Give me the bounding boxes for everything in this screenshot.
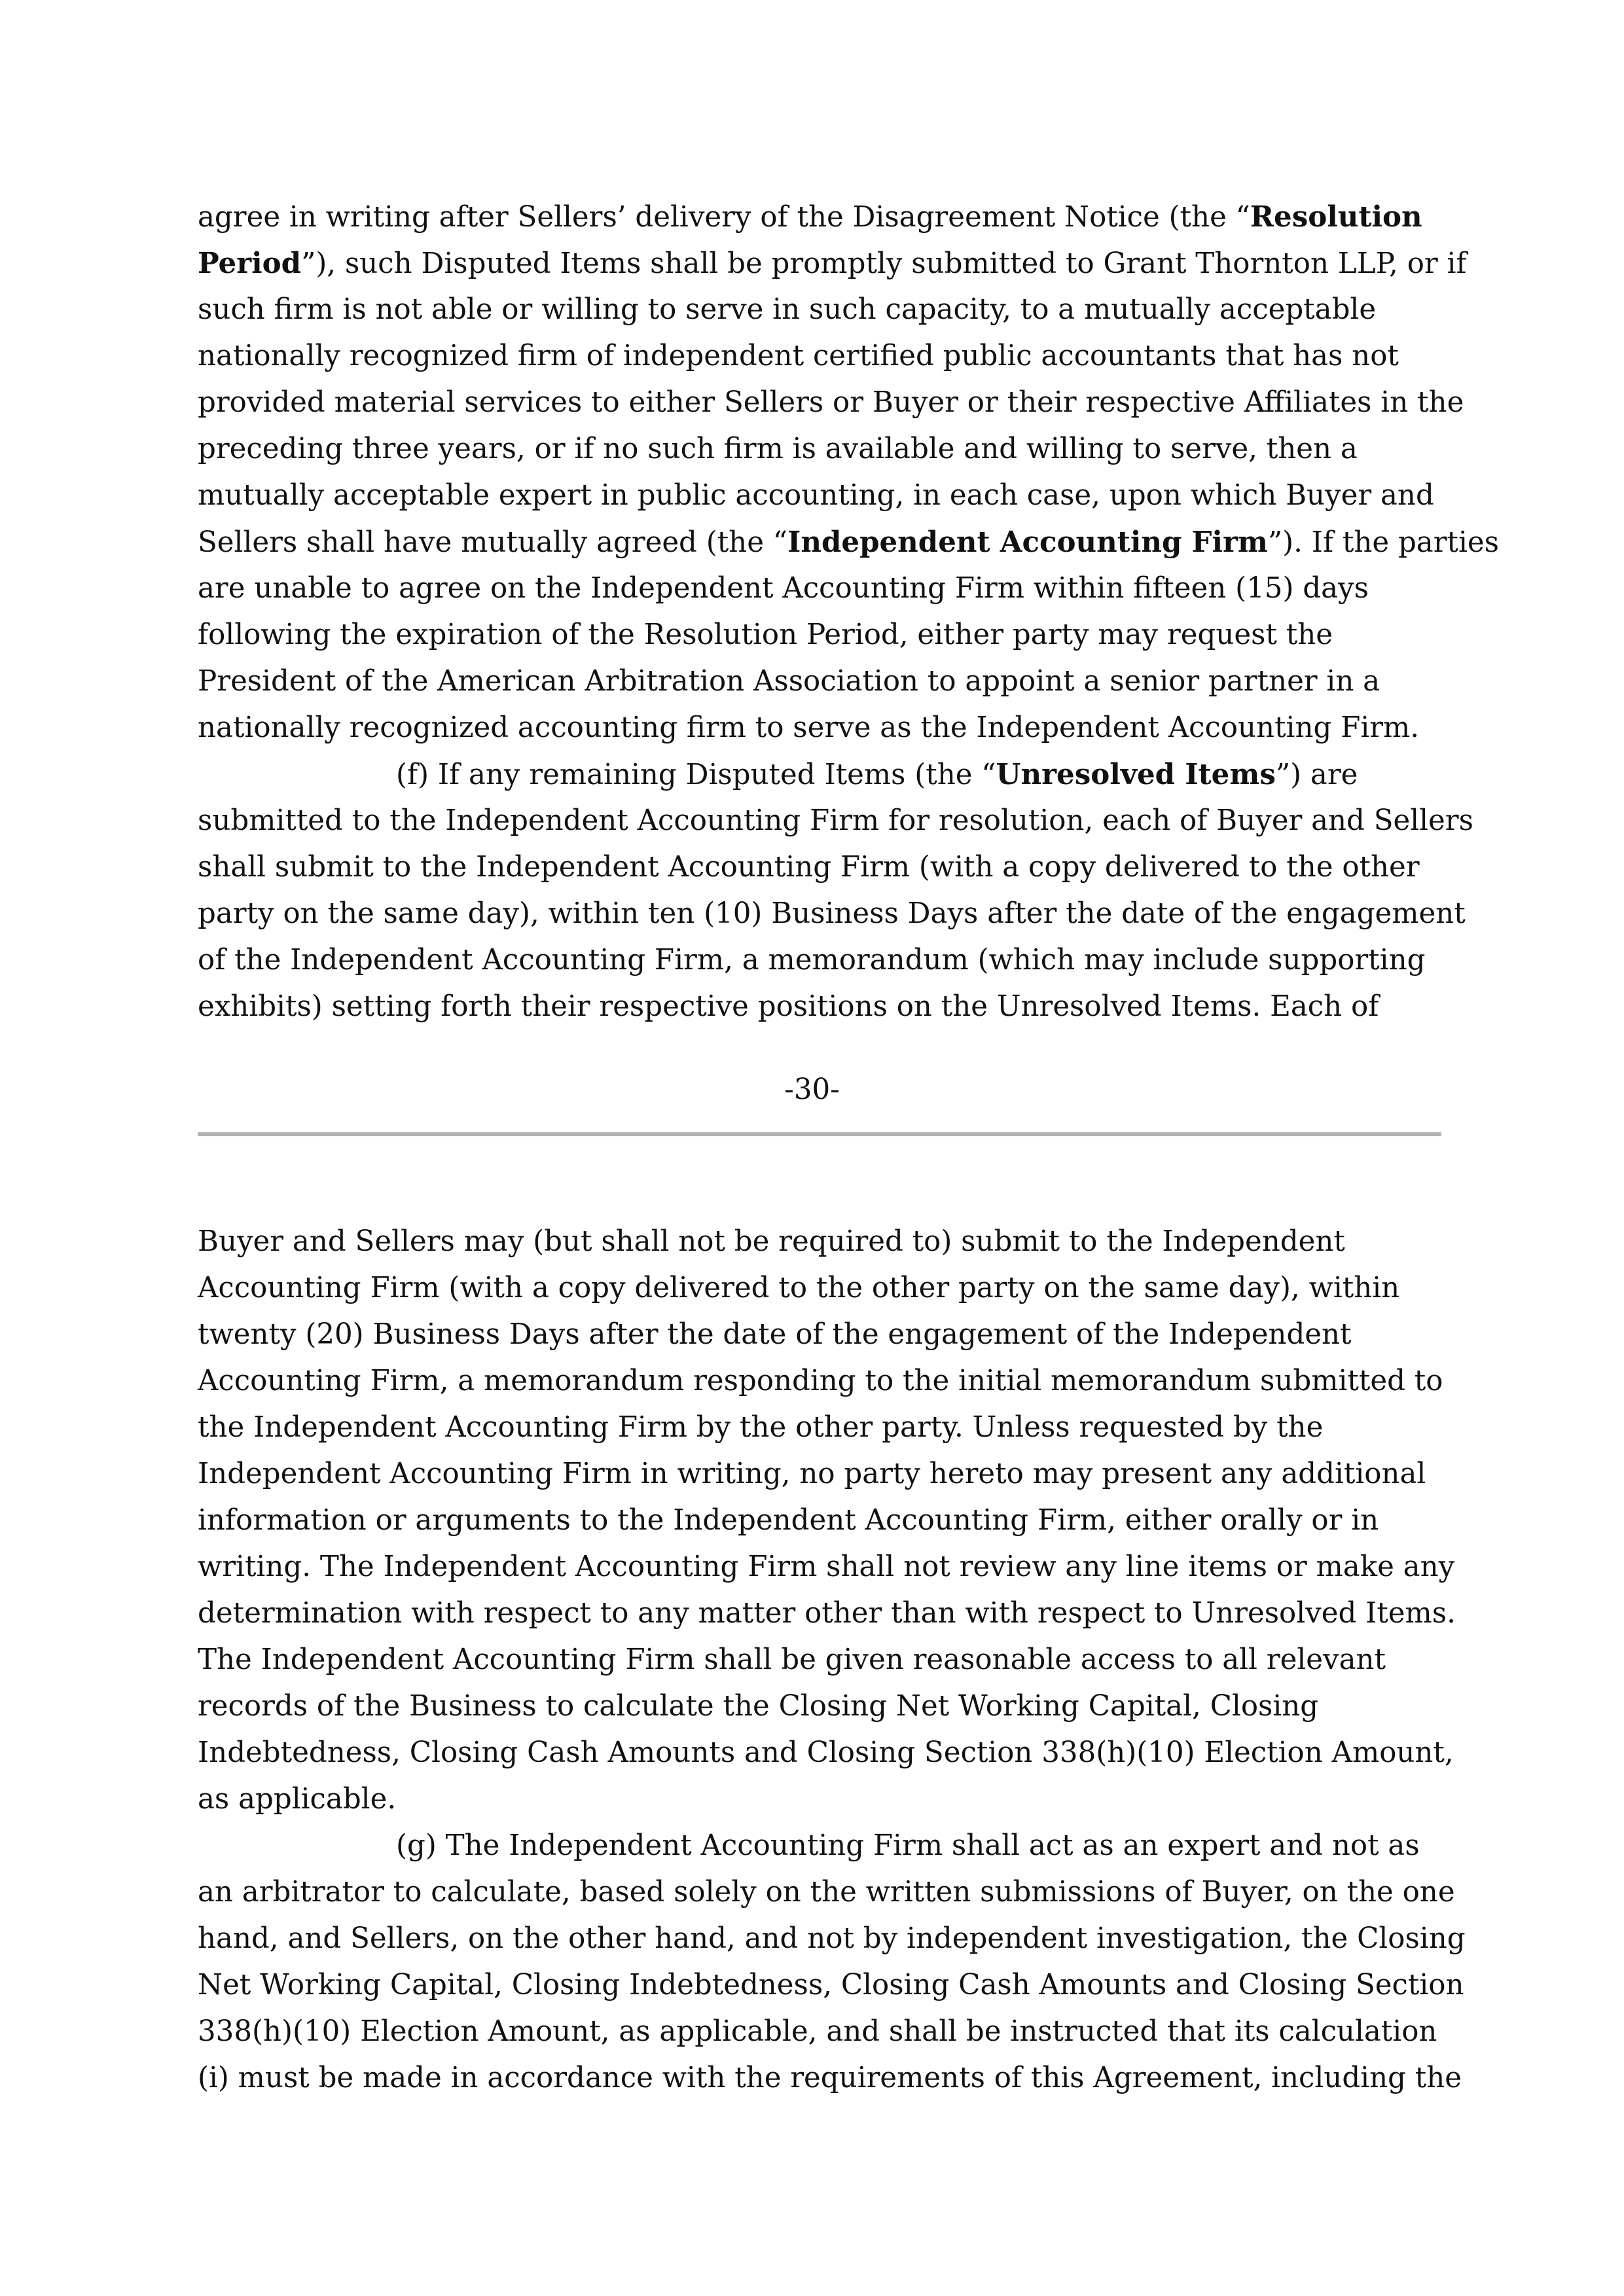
page-30-body <box>198 194 1499 1030</box>
paragraph-g-first-line: (g) The Independent Accounting Firm shall act as an expert and not as <box>396 1829 1420 1862</box>
text-line: submitted to the Independent Accounting Firm for resolution, each of Buyer and Sellers <box>198 804 1473 837</box>
text-line: nationally recognized firm of independent certified public accountants that has not <box>198 340 1399 372</box>
text-line: mutually acceptable expert in public accounting, in each case, upon which Buyer and <box>198 479 1434 512</box>
text-line: exhibits) setting forth their respective positions on the Unresolved Items. Each of <box>198 990 1379 1023</box>
text-line: Independent Accounting Firm in writing, no party hereto may present any additional <box>198 1458 1426 1490</box>
text-line: nationally recognized accounting firm to serve as the Independent Accounting Firm. <box>198 711 1420 744</box>
text-line: provided material services to either Sellers or Buyer or their respective Affiliates in the <box>198 386 1464 419</box>
text-line: determination with respect to any matter other than with respect to Unresolved Items. <box>198 1597 1456 1630</box>
text-line: are unable to agree on the Independent Accounting Firm within fifteen (15) days <box>198 572 1369 605</box>
text-line: records of the Business to calculate the Closing Net Working Capital, Closing <box>198 1690 1319 1723</box>
text-line: information or arguments to the Independent Accounting Firm, either orally or in <box>198 1504 1379 1537</box>
text-line: of the Independent Accounting Firm, a memorandum (which may include supporting <box>198 944 1426 977</box>
text-line: (i) must be made in accordance with the requirements of this Agreement, including the <box>198 2062 1462 2094</box>
text-line: the Independent Accounting Firm by the other party. Unless requested by the <box>198 1411 1324 1444</box>
defined-term-resolution-period: Resolution <box>1250 200 1422 234</box>
text-line: preceding three years, or if no such firm is available and willing to serve, then a <box>198 433 1358 465</box>
text-line: The Independent Accounting Firm shall be given reasonable access to all relevant <box>198 1643 1386 1676</box>
text-line: hand, and Sellers, on the other hand, and not by independent investigation, the Closing <box>198 1922 1466 1955</box>
text-line: Buyer and Sellers may (but shall not be required to) submit to the Independent <box>198 1225 1345 1258</box>
page-31-body <box>198 1219 1466 2102</box>
defined-term-resolution-period: Period <box>198 247 302 280</box>
text-line: twenty (20) Business Days after the date of the engagement of the Independent <box>198 1318 1352 1351</box>
text-line: shall submit to the Independent Accounting Firm (with a copy delivered to the other <box>198 851 1420 884</box>
text-line: following the expiration of the Resolution Period, either party may request the <box>198 619 1333 651</box>
defined-term-unresolved-items: Unresolved Items <box>996 758 1276 791</box>
text-line: Accounting Firm (with a copy delivered to the other party on the same day), within <box>198 1272 1400 1304</box>
text-line: such firm is not able or willing to serve in such capacity, to a mutually acceptable <box>198 293 1377 326</box>
text-line: writing. The Independent Accounting Firm shall not review any line items or make any <box>198 1551 1455 1583</box>
text-line: party on the same day), within ten (10) Business Days after the date of the engagement <box>198 897 1466 930</box>
page-number: -30- <box>784 1073 840 1106</box>
text-line: Indebtedness, Closing Cash Amounts and Closing Section 338(h)(10) Election Amount, <box>198 1736 1454 1769</box>
text-line: Net Working Capital, Closing Indebtedness, Closing Cash Amounts and Closing Section <box>198 1969 1464 2001</box>
text-line: as applicable. <box>198 1783 397 1816</box>
text-line: President of the American Arbitration Association to appoint a senior partner in a <box>198 665 1380 698</box>
text-line: Accounting Firm, a memorandum responding to the initial memorandum submitted to <box>198 1365 1443 1397</box>
text-line: agree in writing after Sellers’ delivery of the Disagreement Notice (the “Resolution <box>198 200 1422 234</box>
text-line: Period”), such Disputed Items shall be promptly submitted to Grant Thornton LLP, or if <box>198 247 1467 280</box>
paragraph-f-first-line: (f) If any remaining Disputed Items (the “Unresolved Items”) are <box>396 758 1358 791</box>
page-divider <box>198 1132 1441 1136</box>
defined-term-independent-accounting-firm: Independent Accounting Firm <box>787 526 1268 559</box>
text-line: an arbitrator to calculate, based solely on the written submissions of Buyer, on the one <box>198 1876 1455 1909</box>
text-line: Sellers shall have mutually agreed (the “Independent Accounting Firm”). If the parties <box>198 526 1499 559</box>
text-line: 338(h)(10) Election Amount, as applicable, and shall be instructed that its calculation <box>198 2015 1437 2048</box>
